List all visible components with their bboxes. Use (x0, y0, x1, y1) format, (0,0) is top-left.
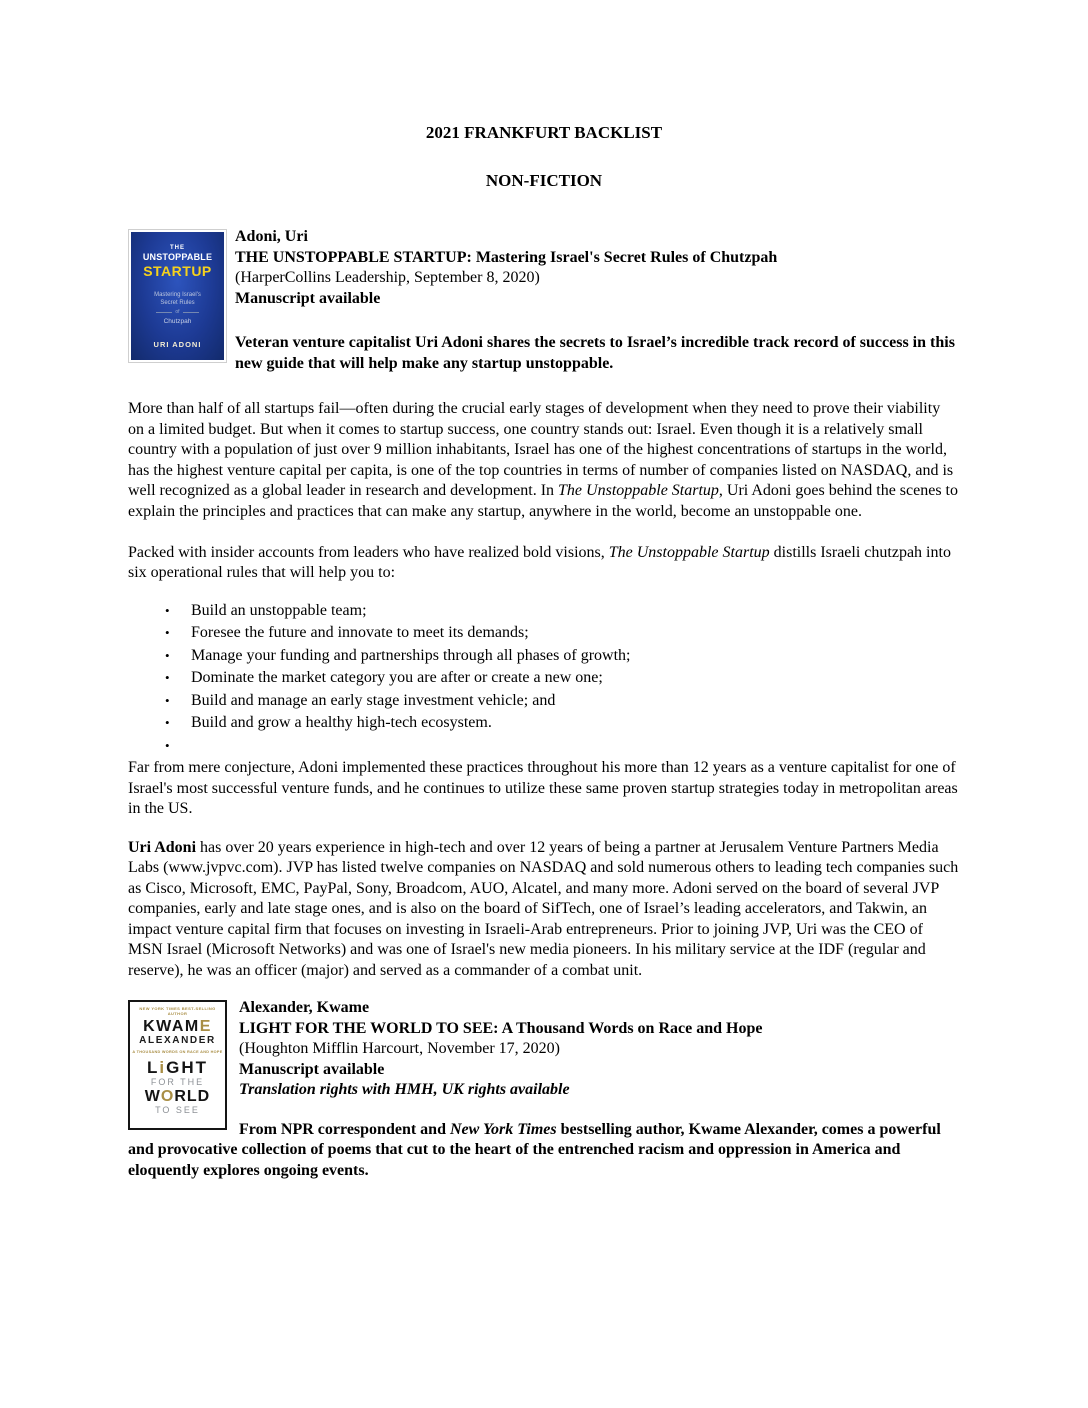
cover-text-accent: i (159, 1058, 167, 1077)
book-availability-line: Manuscript available (235, 289, 381, 307)
publication-name-italic: New York Times (449, 1120, 557, 1138)
paragraph-text: has over 20 years experience in high-tech and over 12 years of being a partner at Jerusalem Venture Partners Media Labs (www.jvpvc.com). JVP has listed twelve companies on NASDAQ and sold numerous others to leading tech companies such as Cisco, Microsoft, EMC, PayPal, Sony, Broadcom, AUO, Alcatel, and many more. Adoni served on the board of several JVP companies, early and late stage ones, and is also on the board of SifTech, one of Israel’s leading accelerators, and Takwin, an impact venture capital firm that focuses on investing in Israeli-Arab entrepreneurs. Prior to joining JVP, Uri was the CEO of MSN Israel (Microsoft Networks) and was one of Israel's new media pioneers. In his military service at the IDF (regular and reserve), he was an officer (major) and served as a commander of a combat unit. (128, 838, 959, 979)
author-bio-paragraph (128, 838, 960, 982)
cover-author-text: URI ADONI (153, 340, 202, 349)
cover-text: NEW YORK TIMES BEST-SELLING AUTHOR (139, 1006, 216, 1016)
cover-text-accent: O (160, 1088, 175, 1105)
list-item-text: Foresee the future and innovate to meet its demands; (191, 624, 529, 641)
book-cover-light-for-the-world (128, 1000, 227, 1130)
book-cover-art (131, 232, 224, 360)
book-author-line: Alexander, Kwame (239, 999, 370, 1016)
cover-text: of (175, 309, 180, 315)
cover-title-text: STARTUP (143, 263, 212, 279)
book-heading-block (128, 227, 960, 309)
body-paragraph-conjecture: Far from mere conjecture, Adoni implemented these practices throughout his more than 12 years as a venture capitalist for one of Israel's most successful venture funds, and he continues to utilize these same proven startup strategies today in metropolitan areas in the US. (128, 759, 958, 817)
cover-text: W (144, 1088, 161, 1105)
cover-text: RLD (174, 1088, 211, 1105)
list-item (165, 713, 960, 734)
paragraph-text: , Uri Adoni goes behind the scenes to explain the principles and practices that can make any startup, anywhere in the world, become an unstoppable one. (128, 482, 958, 520)
book-title-line: THE UNSTOPPABLE STARTUP: Mastering Israel's Secret Rules of Chutzpah (235, 248, 778, 266)
cover-text: UNSTOPPABLE (142, 252, 213, 262)
book-heading-block (128, 998, 960, 1101)
book-section-unstoppable-startup (128, 227, 960, 374)
cover-text-accent: E (199, 1018, 212, 1035)
cover-title-text: TO SEE (155, 1105, 200, 1115)
author-name-bold: Uri Adoni (128, 838, 197, 856)
bullet-icon: • (165, 715, 170, 730)
body-paragraph-overview (128, 399, 960, 522)
cover-subtitle-text: A THOUSAND WORDS ON RACE AND HOPE (132, 1050, 223, 1054)
cover-title-text (145, 1088, 210, 1105)
list-item-text: Build and grow a healthy high-tech ecosystem. (191, 714, 492, 731)
book-rights-line: Translation rights with HMH, UK rights available (239, 1081, 570, 1098)
bullet-icon: • (165, 625, 170, 640)
book-author-line: Adoni, Uri (235, 228, 308, 245)
bullet-icon: • (165, 670, 170, 685)
book-title-line: LIGHT FOR THE WORLD TO SEE: A Thousand Words on Race and Hope (239, 1019, 763, 1037)
cover-title-text: FOR THE (150, 1077, 205, 1087)
paragraph-text: More than half of all startups fail—often during the crucial early stages of development when they need to prove their viability on a limited budget. But when it comes to startup success, one country stands out: Israel. Even though it is a relatively small country with a population of just over 9 million inhabitants, Israel has one of the highest concentrations of startups in the world, has the highest venture capital per capita, is one of the top countries in terms of number of companies listed on NASDAQ, and is well recognized as a global leader in research and development. In (128, 400, 954, 499)
list-item-text: Build and manage an early stage investment vehicle; and (191, 691, 556, 709)
paragraph-text: bestselling author, Kwame Alexander, comes a powerful and provocative collection of poems that cut to the heart of the entrenched racism and oppression in America and eloquently explores ongoing events. (128, 1120, 941, 1179)
book-section-light-for-the-world (128, 998, 960, 1181)
bullet-icon: • (165, 647, 170, 663)
book-cover-unstoppable-startup (128, 229, 227, 363)
cover-subtitle-text: Chutzpah (163, 318, 192, 325)
list-item (165, 623, 960, 644)
bullet-icon: • (165, 692, 170, 708)
cover-subtitle-text: Secret Rules (160, 300, 195, 306)
cover-text: L (146, 1058, 160, 1077)
cover-title-text (147, 1059, 208, 1077)
book-publisher-line: (HarperCollins Leadership, September 8, 2020) (235, 269, 540, 286)
divider-line (183, 312, 199, 313)
list-item-text: Dominate the market category you are after or create a new one; (191, 669, 603, 686)
cover-divider (156, 309, 198, 315)
book-title-italic: The Unstoppable Startup (558, 482, 719, 499)
rules-list (128, 601, 960, 757)
paragraph-text: Packed with insider accounts from leaders who have realized bold visions, (128, 543, 609, 561)
bullet-icon: • (165, 737, 170, 753)
paragraph-text: From NPR correspondent and (239, 1120, 450, 1138)
list-item (165, 668, 960, 689)
list-item (165, 691, 960, 712)
book-publisher-line: (Houghton Mifflin Harcourt, November 17, 2020) (239, 1040, 560, 1057)
cover-author-text (143, 1018, 212, 1035)
list-item-text: Build an unstoppable team; (191, 601, 367, 619)
page-subtitle: NON-FICTION (485, 171, 603, 190)
divider-line (156, 312, 172, 313)
bullet-icon: • (165, 602, 170, 618)
page-title: 2021 FRANKFURT BACKLIST (425, 123, 663, 142)
list-item (165, 601, 960, 622)
book-title-italic: The Unstoppable Startup (608, 543, 770, 561)
paragraph-text: distills Israeli chutzpah into six operational rules that will help you to: (128, 543, 951, 581)
list-item-empty (165, 736, 960, 757)
cover-text: THE (170, 245, 185, 251)
document-header (128, 122, 960, 191)
book-availability-line: Manuscript available (239, 1060, 385, 1078)
list-item-text: Manage your funding and partnerships through all phases of growth; (191, 646, 631, 664)
book-tagline: Veteran venture capitalist Uri Adoni shares the secrets to Israel’s incredible track record of success in this new guide that will help make any startup unstoppable. (235, 334, 955, 372)
cover-author-text: ALEXANDER (139, 1035, 216, 1046)
book-tagline (128, 1120, 960, 1182)
cover-text: KWAM (143, 1018, 200, 1035)
body-paragraph-rules-intro (128, 543, 960, 584)
list-item (165, 646, 960, 667)
cover-subtitle-text: Mastering Israel's (154, 292, 201, 298)
cover-text: GHT (166, 1058, 208, 1077)
